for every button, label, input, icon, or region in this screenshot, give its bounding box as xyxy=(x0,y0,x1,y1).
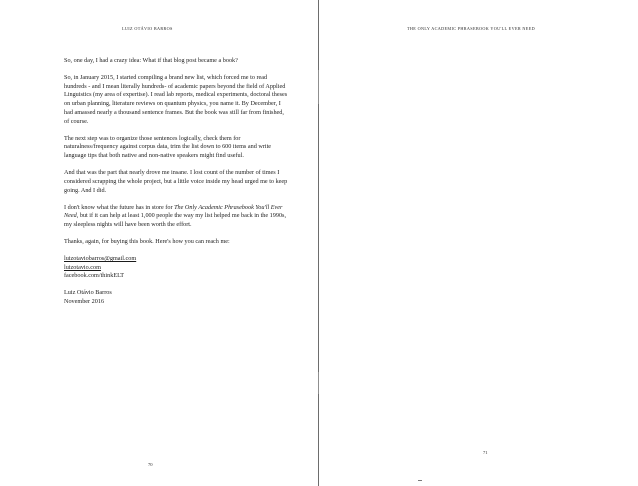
paragraph-next-step: The next step was to organize those sentences logically, check them for naturalness/frequency against corpus data, trim the list down to 600 items and write language tips that both native and non-native speakers might find useful. xyxy=(64,134,272,160)
right-page xyxy=(319,0,638,486)
left-page xyxy=(0,0,318,486)
paragraph-crazy-idea: So, one day, I had a crazy idea: What if that blog post became a book? xyxy=(64,57,238,64)
future-text-before: I don't know what the future has in store for xyxy=(64,203,175,211)
email-link[interactable]: luizotaviobarros@gmail.com xyxy=(64,254,137,262)
contact-list xyxy=(64,255,288,281)
right-page-number: 71 xyxy=(483,450,488,455)
afterword-text xyxy=(64,57,288,307)
future-text-after: , but if it can help at least 1,000 people the way my list helped me back in the 1990s, my sleepless nights will have been worth the effort. xyxy=(64,212,287,228)
left-page-number: 70 xyxy=(148,462,153,467)
paragraph-insane-part: And that was the part that nearly drove me insane. I lost count of the number of times I considered scrapping the whole project, but a little voice inside my head urged me to keep going. And I did. xyxy=(64,169,288,194)
signature-block xyxy=(64,289,288,307)
signature-date: November 2016 xyxy=(64,298,105,306)
facebook-address: facebook.com/thinkELT xyxy=(64,272,125,280)
left-running-header: LUIZ OTÁVIO BARROS xyxy=(122,26,173,31)
website-link[interactable]: luizotavio.com xyxy=(64,263,101,271)
book-title: The Only Academic Phrasebook You'll Ever Need xyxy=(64,203,283,220)
paragraph-compiling-list: So, in January 2015, I started compiling a brand new list, which forced me to read hundreds - and I mean literally hundreds- of academic papers beyond the field of Applied Linguistics (my area of expertise). I read lab reports, medical experiments, doctoral theses on urban planning, literature reviews on quantum physics, you name it. By December, I had amassed nearly a thousand sentence frames. But the book was still far from finished, of course. xyxy=(64,73,288,125)
author-name: Luiz Otávio Barros xyxy=(64,289,112,297)
paragraph-thanks: Thanks, again, for buying this book. Here's how you can reach me: xyxy=(64,237,230,245)
paragraph-future xyxy=(64,204,288,230)
scan-artifact xyxy=(418,480,422,481)
right-running-header: THE ONLY ACADEMIC PHRASEBOOK YOU'LL EVER NEED xyxy=(407,26,535,31)
